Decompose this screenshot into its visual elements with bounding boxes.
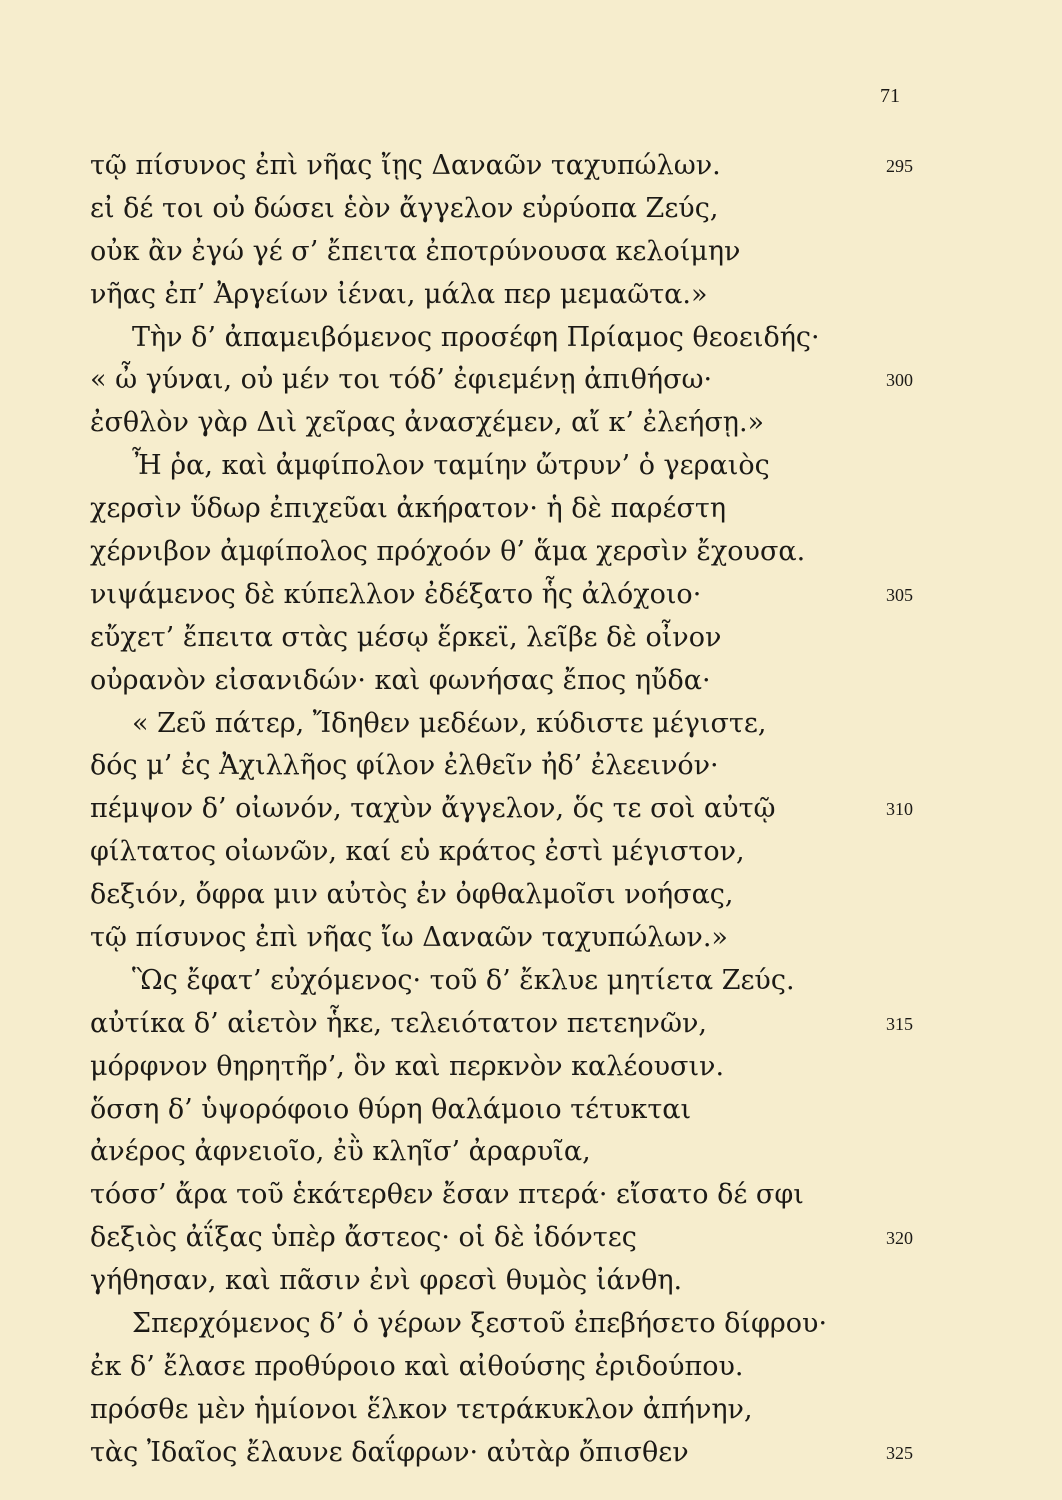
line-number: 325 bbox=[886, 1442, 913, 1463]
verse-text: ἐσθλὸν γὰρ Διὶ χεῖρας ἀνασχέμεν, αἴ κ’ ἐλεήσῃ.» bbox=[90, 407, 765, 439]
line-number: 310 bbox=[886, 799, 913, 820]
verse-text: τόσσ’ ἄρα τοῦ ἑκάτερθεν ἔσαν πτερά· εἴσατο δέ σφι bbox=[90, 1179, 804, 1211]
verse-line bbox=[90, 1432, 913, 1475]
verse-text: δεξιόν, ὄφρα μιν αὐτὸς ἐν ὀφθαλμοῖσι νοήσας, bbox=[90, 879, 734, 911]
verse-line bbox=[90, 1089, 910, 1132]
verse-text: δός μ’ ἐς Ἀχιλλῆος φίλον ἐλθεῖν ἠδ’ ἐλεεινόν· bbox=[90, 750, 719, 782]
verse-line bbox=[90, 488, 910, 531]
verse-text: τὰς Ἰδαῖος ἔλαυνε δαΐφρων· αὐτὰρ ὄπισθεν bbox=[90, 1436, 689, 1468]
verse-line bbox=[90, 917, 910, 960]
verse-text: ἀνέρος ἀφνειοῖο, ἐῢ κληῖσ’ ἀραρυῖα, bbox=[90, 1136, 591, 1168]
verse-line bbox=[90, 1003, 913, 1046]
verse-line bbox=[90, 1174, 910, 1217]
page-number: 71 bbox=[880, 85, 900, 107]
verse-text: αὐτίκα δ’ αἰετὸν ἧκε, τελειότατον πετεηνῶν, bbox=[90, 1007, 707, 1039]
verse-text: εὔχετ’ ἔπειτα στὰς μέσῳ ἕρκεϊ, λεῖβε δὲ οἶνον bbox=[90, 621, 722, 653]
verse-text: Ὣς ἔφατ’ εὐχόμενος· τοῦ δ’ ἔκλυε μητίετα Ζεύς. bbox=[132, 964, 795, 996]
verse-line bbox=[90, 188, 910, 231]
verse-text: μόρφνον θηρητῆρ’, ὃν καὶ περκνὸν καλέουσιν. bbox=[90, 1050, 725, 1082]
verse-text: « Ζεῦ πάτερ, Ἴδηθεν μεδέων, κύδιστε μέγιστε, bbox=[132, 707, 767, 739]
verse-text: νιψάμενος δὲ κύπελλον ἐδέξατο ἧς ἀλόχοιο· bbox=[90, 578, 702, 610]
verse-text: οὐρανὸν εἰσανιδών· καὶ φωνήσας ἔπος ηὔδα· bbox=[90, 664, 711, 696]
line-number: 315 bbox=[886, 1013, 913, 1034]
verse-text: νῆας ἐπ’ Ἀργείων ἰέναι, μάλα περ μεμαῶτα.» bbox=[90, 278, 708, 310]
verse-line bbox=[90, 445, 910, 488]
verse-line bbox=[90, 960, 910, 1003]
verse-text: ὅσση δ’ ὑψορόφοιο θύρη θαλάμοιο τέτυκται bbox=[90, 1093, 692, 1125]
verse-text: χερσὶν ὕδωρ ἐπιχεῦαι ἀκήρατον· ἡ δὲ παρέστη bbox=[90, 493, 726, 525]
line-number: 320 bbox=[886, 1228, 913, 1249]
line-number: 300 bbox=[886, 370, 913, 391]
verse-text: πρόσθε μὲν ἡμίονοι ἕλκον τετράκυκλον ἀπήνην, bbox=[90, 1393, 753, 1425]
verse-line bbox=[90, 617, 910, 660]
verse-text: Σπερχόμενος δ’ ὁ γέρων ξεστοῦ ἐπεβήσετο δίφρου· bbox=[132, 1308, 828, 1340]
verse-line bbox=[90, 402, 910, 445]
verse-text: οὐκ ἂν ἐγώ γέ σ’ ἔπειτα ἐποτρύνουσα κελοίμην bbox=[90, 235, 741, 267]
verse-line bbox=[90, 274, 910, 317]
verse-text: πέμψον δ’ οἰωνόν, ταχὺν ἄγγελον, ὅς τε σοὶ αὐτῷ bbox=[90, 793, 776, 825]
verse-line bbox=[90, 145, 913, 188]
verse-line bbox=[90, 703, 910, 746]
verse-block bbox=[90, 145, 913, 1475]
verse-text: γήθησαν, καὶ πᾶσιν ἐνὶ φρεσὶ θυμὸς ἰάνθη. bbox=[90, 1265, 683, 1297]
verse-text: τῷ πίσυνος ἐπὶ νῆας ἴῃς Δαναῶν ταχυπώλων. bbox=[90, 150, 721, 181]
verse-line bbox=[90, 531, 910, 574]
verse-line bbox=[90, 1346, 910, 1389]
verse-text: « ὦ γύναι, οὐ μέν τοι τόδ’ ἐφιεμένῃ ἀπιθήσω· bbox=[90, 364, 713, 396]
verse-line bbox=[90, 1131, 910, 1174]
verse-line bbox=[90, 359, 913, 402]
verse-text: φίλτατος οἰωνῶν, καί εὑ κράτος ἐστὶ μέγιστον, bbox=[90, 836, 745, 868]
verse-line bbox=[90, 1260, 910, 1303]
verse-line bbox=[90, 1389, 910, 1432]
verse-line bbox=[90, 660, 910, 703]
verse-line bbox=[90, 874, 910, 917]
verse-text: δεξιὸς ἀΐξας ὑπὲρ ἄστεος· οἱ δὲ ἰδόντες bbox=[90, 1222, 637, 1254]
verse-line bbox=[90, 317, 910, 360]
verse-line bbox=[90, 831, 910, 874]
verse-line bbox=[90, 1046, 910, 1089]
verse-line bbox=[90, 788, 913, 831]
verse-line bbox=[90, 231, 910, 274]
verse-text: εἰ δέ τοι οὐ δώσει ἑὸν ἄγγελον εὐρύοπα Ζεύς, bbox=[90, 192, 719, 224]
verse-line bbox=[90, 745, 910, 788]
line-number: 305 bbox=[886, 584, 913, 605]
verse-text: τῷ πίσυνος ἐπὶ νῆας ἴω Δαναῶν ταχυπώλων.» bbox=[90, 922, 728, 954]
verse-text: ἐκ δ’ ἔλασε προθύροιο καὶ αἰθούσης ἐριδούπου. bbox=[90, 1350, 744, 1382]
verse-line bbox=[90, 1217, 913, 1260]
verse-text: Τὴν δ’ ἀπαμειβόμενος προσέφη Πρίαμος θεοειδής· bbox=[132, 321, 820, 353]
verse-text: χέρνιβον ἀμφίπολος πρόχοόν θ’ ἅμα χερσὶν ἔχουσα. bbox=[90, 536, 806, 568]
verse-line bbox=[90, 1303, 910, 1346]
verse-text: Ἦ ῥα, καὶ ἀμφίπολον ταμίην ὤτρυν’ ὁ γεραιὸς bbox=[132, 450, 770, 482]
verse-line bbox=[90, 574, 913, 617]
line-number: 295 bbox=[886, 156, 913, 176]
